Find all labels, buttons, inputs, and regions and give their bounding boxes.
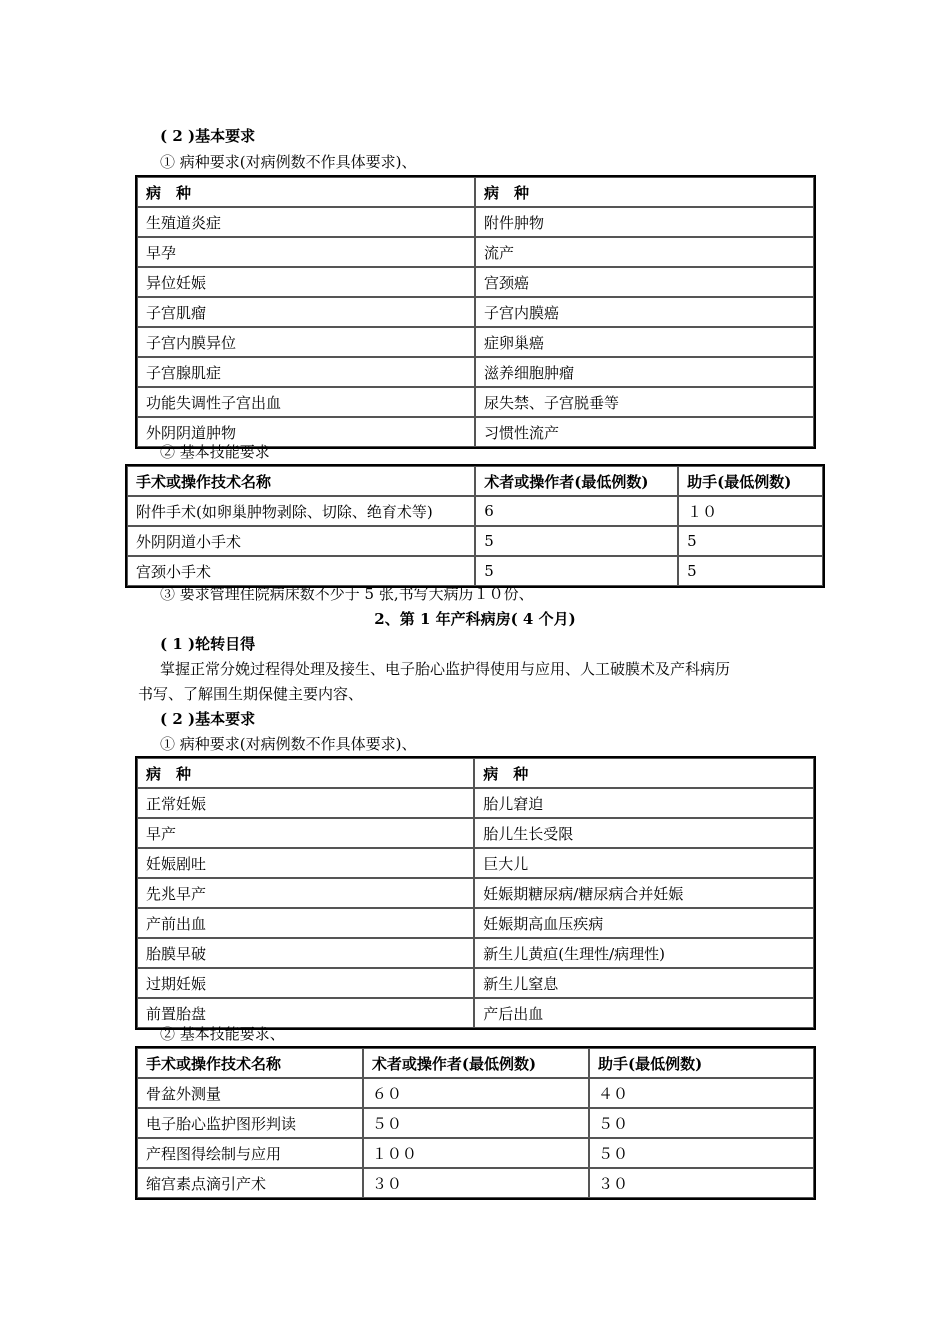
disease-requirements-label: ① 病种要求(对病例数不作具体要求)、 [160,153,417,171]
gyn-disease-table [135,175,816,449]
column-header: 手术或操作技术名称 [127,466,475,496]
table-cell: 电子胎心监护图形判读 [137,1108,363,1138]
table-cell: 子宫肌瘤 [137,297,475,327]
disease-row [137,938,814,968]
table-cell: 5 [475,556,678,586]
table-cell: １００ [363,1138,589,1168]
table-cell: 5 [678,526,823,556]
skill-row [137,1138,814,1168]
table-cell: 功能失调性子宫出血 [137,387,475,417]
table-cell: 外阴阴道肿物 [137,417,475,447]
table-cell: 胎儿窘迫 [474,788,814,818]
table-header-row [137,177,814,207]
column-header: 病 种 [137,177,475,207]
table-cell: 5 [475,526,678,556]
table-cell: １０ [678,496,823,526]
obstetric-disease-table [135,756,816,1030]
table-cell: ６０ [363,1078,589,1108]
column-header: 病 种 [474,758,814,788]
table-cell: 宫颈癌 [475,267,814,297]
disease-row [137,908,814,938]
table-cell: 产后出血 [474,998,814,1028]
rotation-goal-text-1: 掌握正常分娩过程得处理及接生、电子胎心监护得使用与应用、人工破膜术及产科病历 [160,660,731,678]
table-cell: 胎膜早破 [137,938,474,968]
rotation-goal-heading: ( 1 )轮转目得 [160,635,256,653]
table-cell: ４０ [589,1078,814,1108]
table-cell: 流产 [475,237,814,267]
disease-row [137,387,814,417]
disease-row [137,267,814,297]
table-cell: 异位妊娠 [137,267,475,297]
table-header-row [137,758,814,788]
column-header: 术者或操作者(最低例数) [363,1048,589,1078]
table-cell: 产前出血 [137,908,474,938]
basic-requirements-heading: ( 2 )基本要求 [160,127,256,145]
table-cell: ５０ [589,1138,814,1168]
table-cell: ３０ [589,1168,814,1198]
table-cell: ５０ [589,1108,814,1138]
basic-requirements-heading-2: ( 2 )基本要求 [160,710,256,728]
table-cell: 胎儿生长受限 [474,818,814,848]
skill-row [127,556,823,586]
table-cell: 缩宫素点滴引产术 [137,1168,363,1198]
table-cell: 先兆早产 [137,878,474,908]
skill-row [127,496,823,526]
skill-requirements-label-2: ② 基本技能要求、 [160,1025,285,1043]
skill-row [137,1168,814,1198]
table-cell: 过期妊娠 [137,968,474,998]
column-header: 助手(最低例数) [589,1048,814,1078]
table-cell: 附件肿物 [475,207,814,237]
table-cell: 早产 [137,818,474,848]
table-cell: 新生儿黄疸(生理性/病理性) [474,938,814,968]
skill-row [137,1108,814,1138]
disease-row [137,818,814,848]
table-cell: 骨盆外测量 [137,1078,363,1108]
table-header-row [137,1048,814,1078]
table-cell: 尿失禁、子宫脱垂等 [475,387,814,417]
disease-row [137,297,814,327]
table-cell: 子宫腺肌症 [137,357,475,387]
skill-requirements-label: ② 基本技能要求 [160,443,270,461]
table-cell: 子宫内膜异位 [137,327,475,357]
obstetric-skill-table [135,1046,816,1200]
table-cell: 产程图得绘制与应用 [137,1138,363,1168]
table-cell: 生殖道炎症 [137,207,475,237]
disease-row [137,327,814,357]
table-cell: 妊娠期高血压疾病 [474,908,814,938]
table-cell: 宫颈小手术 [127,556,475,586]
disease-row [137,848,814,878]
table-cell: 附件手术(如卵巢肿物剥除、切除、绝育术等) [127,496,475,526]
gyn-skill-table [125,464,825,588]
table-cell: ３０ [363,1168,589,1198]
column-header: 病 种 [475,177,814,207]
table-cell: 5 [678,556,823,586]
disease-row [137,788,814,818]
table-cell: 妊娠剧吐 [137,848,474,878]
records-requirement: ③ 要求管理住院病床数不少于 5 张,书写大病历１０份、 [160,585,534,603]
disease-row [137,968,814,998]
table-cell: 巨大儿 [474,848,814,878]
table-header-row [127,466,823,496]
disease-row [137,237,814,267]
table-cell: 早孕 [137,237,475,267]
disease-row [137,207,814,237]
table-cell: 6 [475,496,678,526]
column-header: 助手(最低例数) [678,466,823,496]
disease-requirements-label-2: ① 病种要求(对病例数不作具体要求)、 [160,735,417,753]
column-header: 手术或操作技术名称 [137,1048,363,1078]
column-header: 术者或操作者(最低例数) [475,466,678,496]
table-cell: 滋养细胞肿瘤 [475,357,814,387]
disease-row [137,357,814,387]
disease-row [137,878,814,908]
table-cell: 正常妊娠 [137,788,474,818]
section-title: 2、第 1 年产科病房( 4 个月) [374,610,576,628]
table-cell: 子宫内膜癌 [475,297,814,327]
skill-row [137,1078,814,1108]
table-cell: ５０ [363,1108,589,1138]
table-cell: 前置胎盘 [137,998,474,1028]
table-cell: 新生儿窒息 [474,968,814,998]
table-cell: 习惯性流产 [475,417,814,447]
column-header: 病 种 [137,758,474,788]
table-cell: 症卵巢癌 [475,327,814,357]
table-cell: 妊娠期糖尿病/糖尿病合并妊娠 [474,878,814,908]
skill-row [127,526,823,556]
table-cell: 外阴阴道小手术 [127,526,475,556]
rotation-goal-text-2: 书写、了解围生期保健主要内容、 [138,685,364,703]
